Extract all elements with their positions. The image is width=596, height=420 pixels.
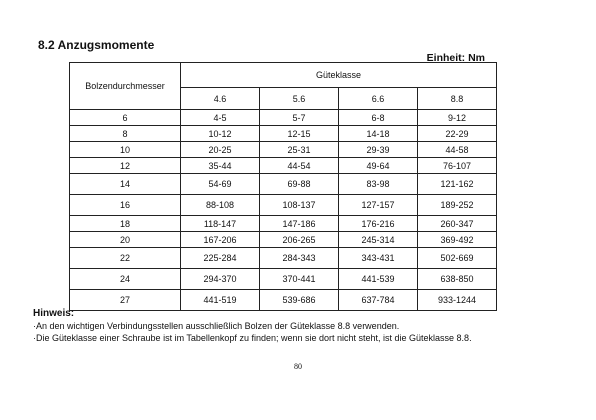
bolt-diameter-header: Bolzendurchmesser bbox=[70, 63, 181, 110]
torque-value-cell: 35-44 bbox=[181, 158, 260, 174]
table-row bbox=[70, 126, 497, 142]
torque-value-cell: 69-88 bbox=[260, 174, 339, 195]
table-row bbox=[70, 174, 497, 195]
torque-value-cell: 260-347 bbox=[418, 216, 497, 232]
grade-header: 6.6 bbox=[339, 88, 418, 110]
torque-value-cell: 539-686 bbox=[260, 290, 339, 311]
bolt-diameter-cell: 6 bbox=[70, 110, 181, 126]
note-line: ·Die Güteklasse einer Schraube ist im Tabellenkopf zu finden; wenn sie dort nicht steht, ist die Güteklasse 8.8. bbox=[33, 333, 472, 343]
page-number: 80 bbox=[294, 362, 302, 371]
torque-value-cell: 343-431 bbox=[339, 248, 418, 269]
torque-value-cell: 245-314 bbox=[339, 232, 418, 248]
torque-value-cell: 22-29 bbox=[418, 126, 497, 142]
torque-value-cell: 83-98 bbox=[339, 174, 418, 195]
torque-value-cell: 147-186 bbox=[260, 216, 339, 232]
table-row bbox=[70, 142, 497, 158]
bolt-diameter-cell: 22 bbox=[70, 248, 181, 269]
torque-value-cell: 294-370 bbox=[181, 269, 260, 290]
torque-table bbox=[69, 62, 497, 311]
grade-header: 5.6 bbox=[260, 88, 339, 110]
torque-value-cell: 76-107 bbox=[418, 158, 497, 174]
table-row bbox=[70, 216, 497, 232]
note-line: ·An den wichtigen Verbindungsstellen ausschließlich Bolzen der Güteklasse 8.8 verwenden. bbox=[33, 321, 400, 331]
torque-value-cell: 29-39 bbox=[339, 142, 418, 158]
grade-header: 4.6 bbox=[181, 88, 260, 110]
torque-value-cell: 44-54 bbox=[260, 158, 339, 174]
table-row bbox=[70, 269, 497, 290]
torque-value-cell: 44-58 bbox=[418, 142, 497, 158]
bolt-diameter-cell: 27 bbox=[70, 290, 181, 311]
bolt-diameter-cell: 18 bbox=[70, 216, 181, 232]
grade-header: 8.8 bbox=[418, 88, 497, 110]
table-row bbox=[70, 248, 497, 269]
torque-value-cell: 189-252 bbox=[418, 195, 497, 216]
torque-value-cell: 6-8 bbox=[339, 110, 418, 126]
section-title: 8.2 Anzugsmomente bbox=[38, 38, 155, 52]
table-row bbox=[70, 195, 497, 216]
bolt-diameter-cell: 16 bbox=[70, 195, 181, 216]
table-row bbox=[70, 110, 497, 126]
bolt-diameter-cell: 8 bbox=[70, 126, 181, 142]
table-row bbox=[70, 232, 497, 248]
torque-value-cell: 370-441 bbox=[260, 269, 339, 290]
torque-value-cell: 4-5 bbox=[181, 110, 260, 126]
torque-value-cell: 25-31 bbox=[260, 142, 339, 158]
bolt-diameter-cell: 12 bbox=[70, 158, 181, 174]
torque-value-cell: 9-12 bbox=[418, 110, 497, 126]
torque-value-cell: 284-343 bbox=[260, 248, 339, 269]
torque-value-cell: 20-25 bbox=[181, 142, 260, 158]
torque-value-cell: 176-216 bbox=[339, 216, 418, 232]
torque-value-cell: 441-519 bbox=[181, 290, 260, 311]
torque-value-cell: 88-108 bbox=[181, 195, 260, 216]
torque-value-cell: 121-162 bbox=[418, 174, 497, 195]
bolt-diameter-cell: 10 bbox=[70, 142, 181, 158]
notes bbox=[33, 308, 472, 344]
notes-label: Hinweis: bbox=[33, 308, 75, 319]
bolt-diameter-cell: 24 bbox=[70, 269, 181, 290]
grade-group-header: Güteklasse bbox=[181, 63, 497, 88]
torque-value-cell: 369-492 bbox=[418, 232, 497, 248]
torque-value-cell: 206-265 bbox=[260, 232, 339, 248]
torque-value-cell: 638-850 bbox=[418, 269, 497, 290]
torque-value-cell: 118-147 bbox=[181, 216, 260, 232]
torque-value-cell: 14-18 bbox=[339, 126, 418, 142]
torque-value-cell: 167-206 bbox=[181, 232, 260, 248]
bolt-diameter-cell: 20 bbox=[70, 232, 181, 248]
torque-value-cell: 108-137 bbox=[260, 195, 339, 216]
torque-value-cell: 502-669 bbox=[418, 248, 497, 269]
torque-value-cell: 54-69 bbox=[181, 174, 260, 195]
torque-value-cell: 441-539 bbox=[339, 269, 418, 290]
torque-value-cell: 127-157 bbox=[339, 195, 418, 216]
torque-value-cell: 49-64 bbox=[339, 158, 418, 174]
unit-label: Einheit: Nm bbox=[426, 52, 485, 64]
bolt-diameter-cell: 14 bbox=[70, 174, 181, 195]
torque-value-cell: 637-784 bbox=[339, 290, 418, 311]
torque-value-cell: 933-1244 bbox=[418, 290, 497, 311]
torque-value-cell: 12-15 bbox=[260, 126, 339, 142]
torque-value-cell: 225-284 bbox=[181, 248, 260, 269]
torque-value-cell: 10-12 bbox=[181, 126, 260, 142]
torque-value-cell: 5-7 bbox=[260, 110, 339, 126]
table-row bbox=[70, 158, 497, 174]
